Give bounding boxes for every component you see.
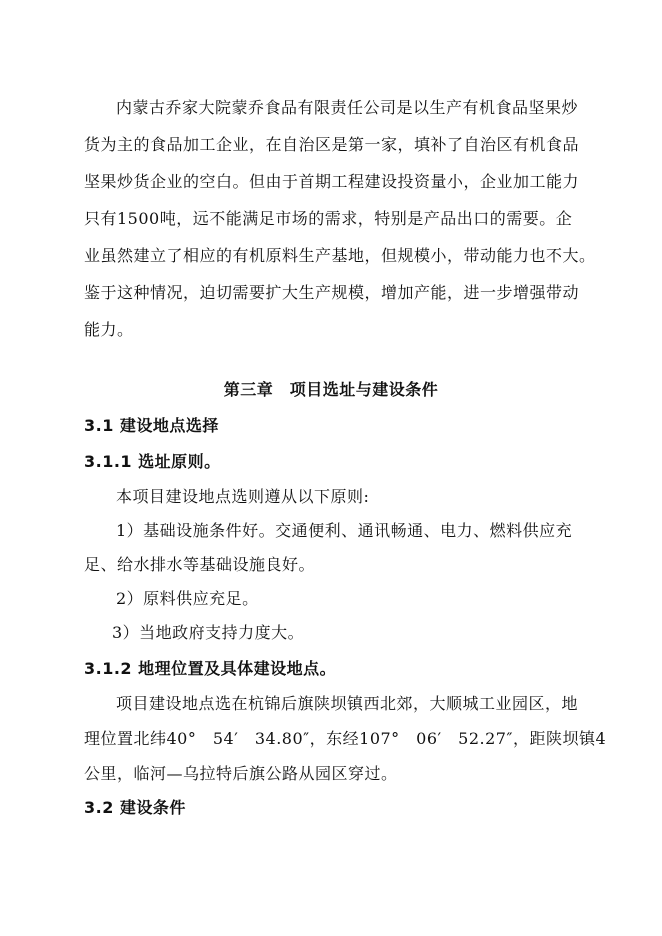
intro-line-2: 货为主的食品加工企业，在自治区是第一家，填补了自治区有机食品: [84, 135, 580, 154]
section-3-1-2-heading: 3.1.2 地理位置及具体建设地点。: [84, 659, 337, 678]
section-3-1-1-intro: 本项目建设地点选则遵从以下原则:: [116, 487, 370, 506]
location-line-1: 项目建设地点选在杭锦后旗陕坝镇西北郊，大顺城工业园区，地: [116, 694, 579, 713]
principle-2: 2）原料供应充足。: [116, 589, 259, 608]
section-3-1-heading: 3.1 建设地点选择: [84, 416, 219, 435]
principle-1-line-2: 足、给水排水等基础设施良好。: [84, 555, 316, 574]
intro-line-7: 能力。: [84, 320, 134, 339]
location-line-3: 公里，临河—乌拉特后旗公路从园区穿过。: [84, 764, 398, 783]
intro-line-1: 内蒙古乔家大院蒙乔食品有限责任公司是以生产有机食品坚果炒: [116, 98, 579, 117]
principle-3: 3）当地政府支持力度大。: [112, 623, 305, 642]
intro-line-5: 业虽然建立了相应的有机原料生产基地，但规模小，带动能力也不大。: [84, 246, 596, 265]
intro-line-4: 只有1500吨，远不能满足市场的需求，特别是产品出口的需要。企: [84, 209, 573, 228]
principle-1-line-1: 1）基础设施条件好。交通便利、通讯畅通、电力、燃料供应充: [116, 521, 573, 540]
section-3-2-heading: 3.2 建设条件: [84, 798, 186, 817]
intro-line-3: 坚果炒货企业的空白。但由于首期工程建设投资量小，企业加工能力: [84, 172, 580, 191]
section-3-1-1-heading: 3.1.1 选址原则。: [84, 452, 221, 471]
location-line-2: 理位置北纬40° 54′ 34.80″，东经107° 06′ 52.27″，距陕坝镇4: [84, 729, 607, 748]
chapter-title: 第三章 项目选址与建设条件: [223, 380, 439, 399]
intro-line-6: 鉴于这种情况，迫切需要扩大生产规模，增加产能，进一步增强带动: [84, 283, 580, 302]
